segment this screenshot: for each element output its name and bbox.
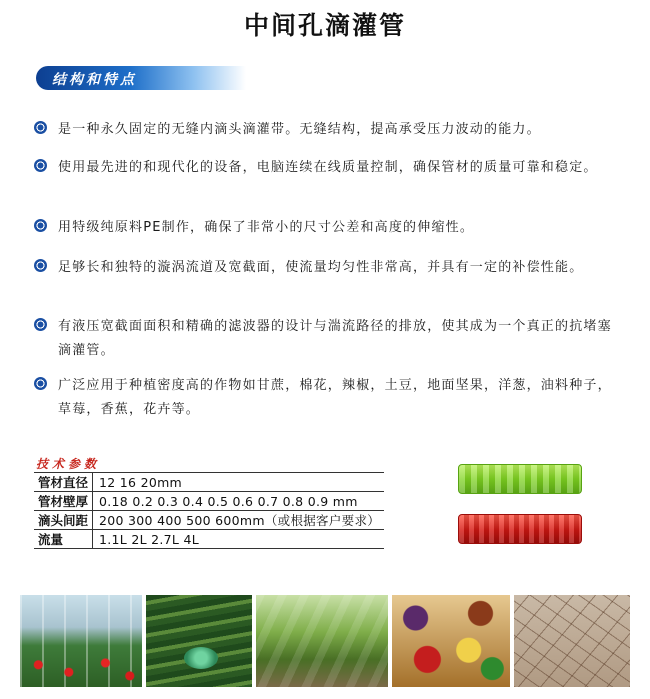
flowers-decoration xyxy=(20,650,142,687)
greenhouse-photo xyxy=(20,595,142,687)
feature-text: 广泛应用于种植密度高的作物如甘蔗，棉花，辣椒，土豆，地面坚果，洋葱，油料种子，草莓，香蕉，花卉等。 xyxy=(58,378,612,417)
table-row xyxy=(34,473,384,492)
spec-value: 1.1L 2L 2.7L 4L xyxy=(93,530,385,549)
red-emitter-image xyxy=(458,514,582,544)
section-banner xyxy=(36,66,246,90)
bullet-icon xyxy=(34,121,47,134)
table-row xyxy=(34,492,384,511)
spec-label: 管材直径 xyxy=(34,473,93,492)
spec-value: 0.18 0.2 0.3 0.4 0.5 0.6 0.7 0.8 0.9 mm xyxy=(93,492,385,511)
spec-label: 滴头间距 xyxy=(34,511,93,530)
bullet-icon xyxy=(34,377,47,390)
spec-value: 12 16 20mm xyxy=(93,473,385,492)
fruits-vegetables-photo xyxy=(392,595,510,687)
bullet-icon xyxy=(34,259,47,272)
table-row xyxy=(34,530,384,549)
spec-heading: 技术参数 xyxy=(36,457,101,471)
photo-strip xyxy=(20,595,630,687)
bullet-icon xyxy=(34,318,47,331)
feature-text: 有液压宽截面面积和精确的滤波器的设计与湍流路径的排放，使其成为一个真正的抗堵塞滴灌管。 xyxy=(58,319,612,358)
section-heading: 结构和特点 xyxy=(52,72,137,88)
feature-text: 使用最先进的和现代化的设备，电脑连续在线质量控制，确保管材的质量可靠和稳定。 xyxy=(58,160,598,175)
banana-plantation-photo xyxy=(256,595,388,687)
green-emitter-image xyxy=(458,464,582,494)
bullet-icon xyxy=(34,219,47,232)
bullet-icon xyxy=(34,159,47,172)
page-title: 中间孔滴灌管 xyxy=(243,11,406,40)
water-drop-decoration xyxy=(184,647,218,669)
spec-table xyxy=(34,472,384,549)
spec-label: 管材壁厚 xyxy=(34,492,93,511)
feature-text: 足够长和独特的漩涡流道及宽截面，使流量均匀性非常高，并具有一定的补偿性能。 xyxy=(58,260,584,275)
feature-text: 用特级纯原料PE制作，确保了非常小的尺寸公差和高度的伸缩性。 xyxy=(58,220,475,235)
spec-value: 200 300 400 500 600mm（或根据客户要求） xyxy=(93,511,385,530)
crop-field-photo xyxy=(146,595,252,687)
feature-text: 是一种永久固定的无缝内滴头滴灌带。无缝结构，提高承受压力波动的能力。 xyxy=(58,122,541,137)
cracked-soil-photo xyxy=(514,595,630,687)
spec-label: 流量 xyxy=(34,530,93,549)
table-row xyxy=(34,511,384,530)
